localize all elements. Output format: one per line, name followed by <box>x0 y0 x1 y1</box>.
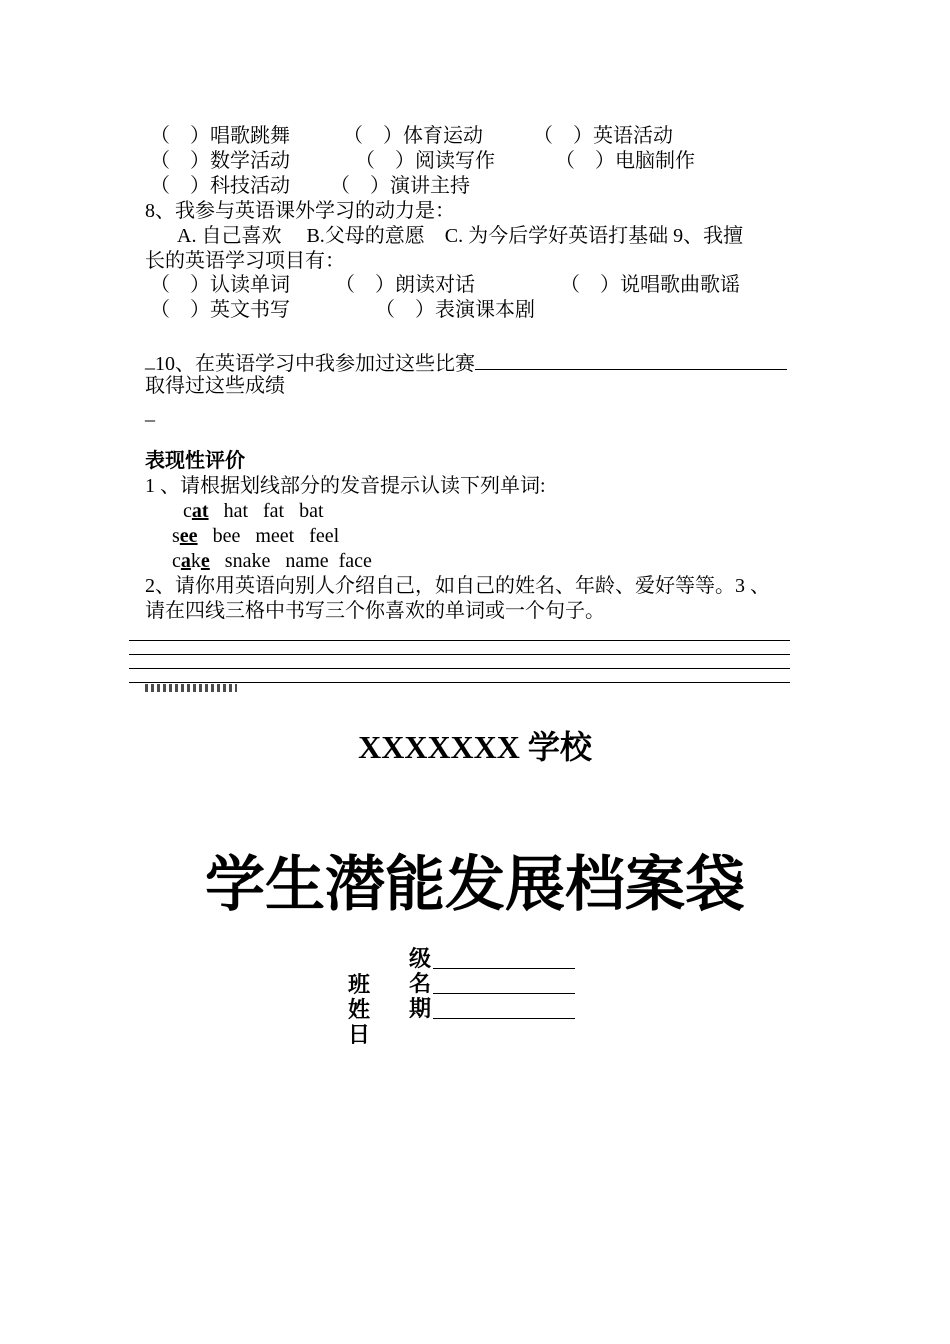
phonics-row-at <box>183 498 324 524</box>
clipped-text-fragment <box>145 684 237 694</box>
phonics-highlight: e <box>200 550 210 572</box>
q10-question <box>145 323 787 377</box>
q10-underscore: _ <box>145 350 155 372</box>
q10-results: 取得过这些成绩 <box>145 375 285 397</box>
phonics-highlight: at <box>191 500 209 522</box>
field-label-char: 名 <box>409 971 432 996</box>
grid-line <box>129 654 790 655</box>
phonics-row-ee <box>172 523 339 549</box>
option-singing: （ ）唱歌跳舞 <box>150 125 290 147</box>
q8-question: 8、我参与英语课外学习的动力是： <box>145 200 455 222</box>
performance-heading: 表现性评价 <box>145 450 245 472</box>
q9-question: 长的英语学习项目有： <box>145 250 345 272</box>
word-middle: k <box>190 550 201 572</box>
phonics-words: hat fat bat <box>208 500 324 522</box>
performance-q1: 1 、请根据划线部分的发音提示认读下列单词: <box>145 475 546 497</box>
word-prefix: c <box>183 500 192 522</box>
q10-answer-blank[interactable] <box>475 349 787 370</box>
option-speech: （ ）演讲主持 <box>330 175 470 197</box>
class-blank[interactable] <box>433 968 575 969</box>
name-blank[interactable] <box>433 993 575 994</box>
word-prefix: s <box>172 525 180 547</box>
field-label-char: 期 <box>409 996 432 1021</box>
q8-options: A. 自己喜欢 B.父母的意愿 C. 为今后学好英语打基础 9、我擅 <box>177 225 744 247</box>
performance-q2: 2、请你用英语向别人介绍自己，如自己的姓名、年龄、爱好等等。3 、 <box>145 575 770 597</box>
field-label-char: 姓 <box>348 997 371 1022</box>
option-english: （ ）英语活动 <box>533 125 673 147</box>
phonics-highlight: ee <box>179 525 198 547</box>
field-label-char: 级 <box>409 946 432 971</box>
option-word-reading: （ ）认读单词 <box>150 274 290 296</box>
date-blank[interactable] <box>433 1018 575 1019</box>
phonics-highlight: a <box>180 550 191 572</box>
phonics-words: snake name face <box>209 550 372 572</box>
option-reading: （ ）阅读写作 <box>355 150 495 172</box>
option-drama: （ ）表演课本剧 <box>375 299 535 321</box>
option-writing: （ ）英文书写 <box>150 299 290 321</box>
option-dialogue: （ ）朗读对话 <box>335 274 475 296</box>
option-songs: （ ）说唱歌曲歌谣 <box>560 274 740 296</box>
grid-line <box>129 668 790 669</box>
word-prefix: c <box>172 550 181 572</box>
q10-underscore-2: _ <box>145 402 155 424</box>
performance-q3: 请在四线三格中书写三个你喜欢的单词或一个句子。 <box>145 600 605 622</box>
grid-line <box>129 682 790 683</box>
option-sports: （ ）体育运动 <box>343 125 483 147</box>
phonics-row-a-e <box>172 548 372 574</box>
school-name: XXXXXXX 学校 <box>358 729 592 765</box>
field-label-char: 日 <box>348 1022 371 1047</box>
field-date <box>337 996 432 1100</box>
q10-label: 10、在英语学习中我参加过这些比赛 <box>155 353 475 375</box>
option-math: （ ）数学活动 <box>150 150 290 172</box>
field-label-char: 班 <box>348 972 371 997</box>
grid-line <box>129 640 790 641</box>
archive-title: 学生潜能发展档案袋 <box>205 850 745 920</box>
phonics-words: bee meet feel <box>197 525 340 547</box>
option-science: （ ）科技活动 <box>150 175 290 197</box>
option-computer: （ ）电脑制作 <box>555 150 695 172</box>
